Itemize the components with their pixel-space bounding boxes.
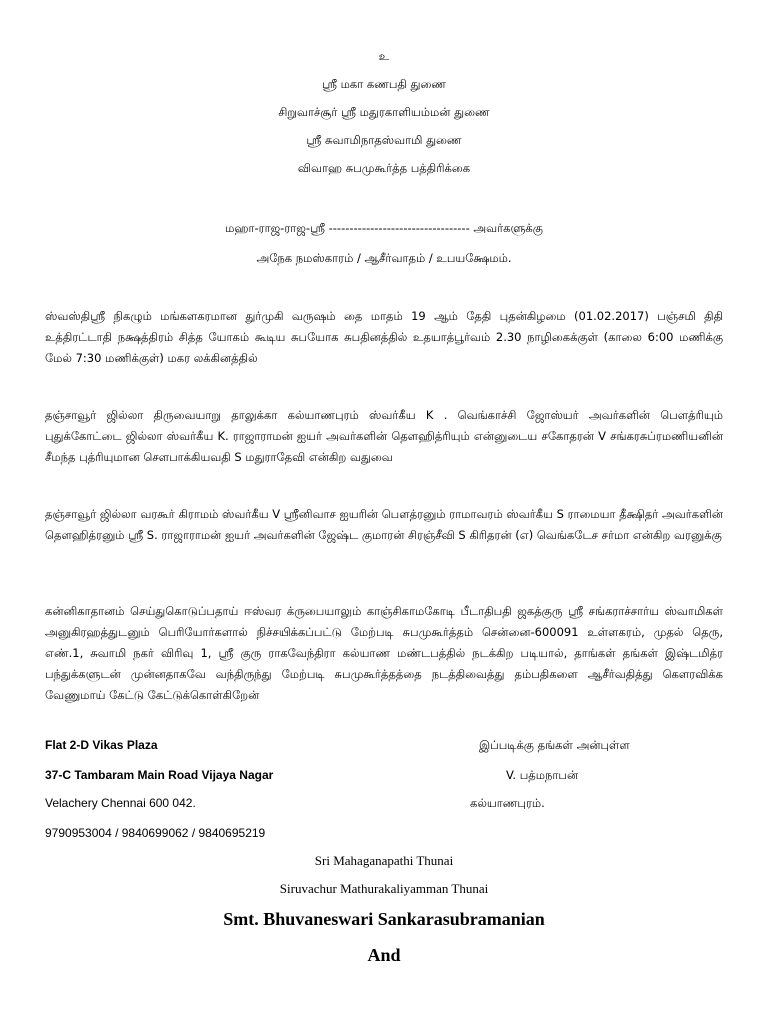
paragraph-bride: தஞ்சாவூர் ஜில்லா திருவையாறு தாலுக்கா கல்யாணபுரம் ஸ்வர்கீய K . வெங்காச்சி ஜோஸ்யர் அவர்களின் பௌத்ரியும் புதுக்கோட்டை ஜில்லா ஸ்வர்கீய K. ராஜாராமன் ஐயர் அவர்களின் தௌஹித்ரியும் என்னுடைய சகோதரன் V சங்கரசுப்ரமணியனின் சீமந்த புத்ரியுமான சௌபாக்கியவதி S மதுராதேவி என்கிற வதுவை (45, 408, 723, 464)
document-title: விவாஹ சுபமுகூர்த்த பத்திரிக்கை (297, 161, 471, 175)
english-line-1: Sri Mahaganapathi Thunai (314, 853, 454, 868)
salutation-line-1: மஹா-ராஜ-ராஜ-ஸ்ரீ ---------------------------------- அவர்களுக்கு (225, 221, 543, 235)
pillaiyar-suli-symbol: உ (378, 49, 390, 63)
signature-place: கல்யாணபுரம். (470, 796, 545, 810)
header-line-3: ஸ்ரீ சுவாமிநாதஸ்வாமி துணை (306, 133, 462, 147)
salutation-line-2: அநேக நமஸ்காரம் / ஆசீர்வாதம் / உபயக்ஷேமம். (256, 251, 512, 265)
header-line-2: சிறுவாச்சூர் ஸ்ரீ மதுரகாளியம்மன் துணை (278, 105, 490, 119)
address-line-3: Velachery Chennai 600 042. (45, 796, 196, 810)
address-line-2: 37-C Tambaram Main Road Vijaya Nagar (45, 768, 274, 782)
paragraph-groom: தஞ்சாவூர் ஜில்லா வரகூர் கிராமம் ஸ்வர்கீய V ஸ்ரீனிவாச ஐயரின் பௌத்ரனும் ராமாவரம் ஸ்வர்கீய S ராமையா தீக்ஷிதர் அவர்களின் தௌஹித்ரனும் ஸ்ரீ S. ராஜாராமன் ஐயர் அவர்களின் ஜேஷ்ட குமாரன் சிரஞ்சீவி S கிரிதரன் (எ) வெங்கடேச சர்மா என்கிற வரனுக்கு (45, 507, 723, 542)
english-line-2: Siruvachur Mathurakaliyamman Thunai (279, 881, 489, 896)
paragraph-venue-invitation: கன்னிகாதானம் செய்துகொடுப்பதாய் ஈஸ்வர க்ருபையாலும் காஞ்சிகாமகோடி பீடாதிபதி ஜகத்குரு ஸ்ரீ சங்கராச்சார்ய ஸ்வாமிகள் அனுகிரஹத்துடனும் பெரியோர்களால் நிச்சயிக்கப்பட்டு மேற்படி சுபமுகூர்த்தம் சென்னை-600091 உள்ளகரம், முதல் தெரு, எண்.1, சுவாமி நகர் விரிவு 1, ஸ்ரீ குரு ராகவேந்திரா கல்யாண மண்டபத்தில் நடக்கிற படியால், தாங்கள் தங்கள் இஷ்டமித்ர பந்துக்களுடன் முன்னதாகவே வந்திருந்து மேற்படி சுபமுகூர்த்தத்தை நடத்திவைத்து தம்பதிகளை ஆசீர்வதித்து கௌரவிக்க வேணுமாய் கேட்டு கேட்டுக்கொள்கிறேன் (45, 604, 723, 702)
signature-line-1: இப்படிக்கு தங்கள் அன்புள்ள (479, 738, 630, 752)
phone-numbers: 9790953004 / 9840699062 / 9840695219 (45, 826, 266, 840)
signature-name: V. பத்மநாபன் (506, 768, 579, 782)
header-line-1: ஸ்ரீ மகா கணபதி துணை (321, 77, 446, 91)
and-text: And (367, 945, 401, 965)
paragraph-muhurtham-date: ஸ்வஸ்திஸ்ரீ நிகழும் மங்களகரமான துர்முகி வருஷம் தை மாதம் 19 ஆம் தேதி புதன்கிழமை (01.02.2017) பஞ்சமி திதி உத்திரட்டாதி நக்ஷத்திரம் சித்த யோகம் கூடிய சுபயோக சுபதினத்தில் உதயாத்பூர்வம் 2.30 நாழிகைக்குள் (காலை 6:00 மணிக்கு மேல் 7:30 மணிக்குள்) மகர லக்கினத்தில் (45, 309, 723, 365)
address-line-1: Flat 2-D Vikas Plaza (45, 738, 158, 752)
bride-mother-name: Smt. Bhuvaneswari Sankarasubramanian (223, 909, 545, 929)
